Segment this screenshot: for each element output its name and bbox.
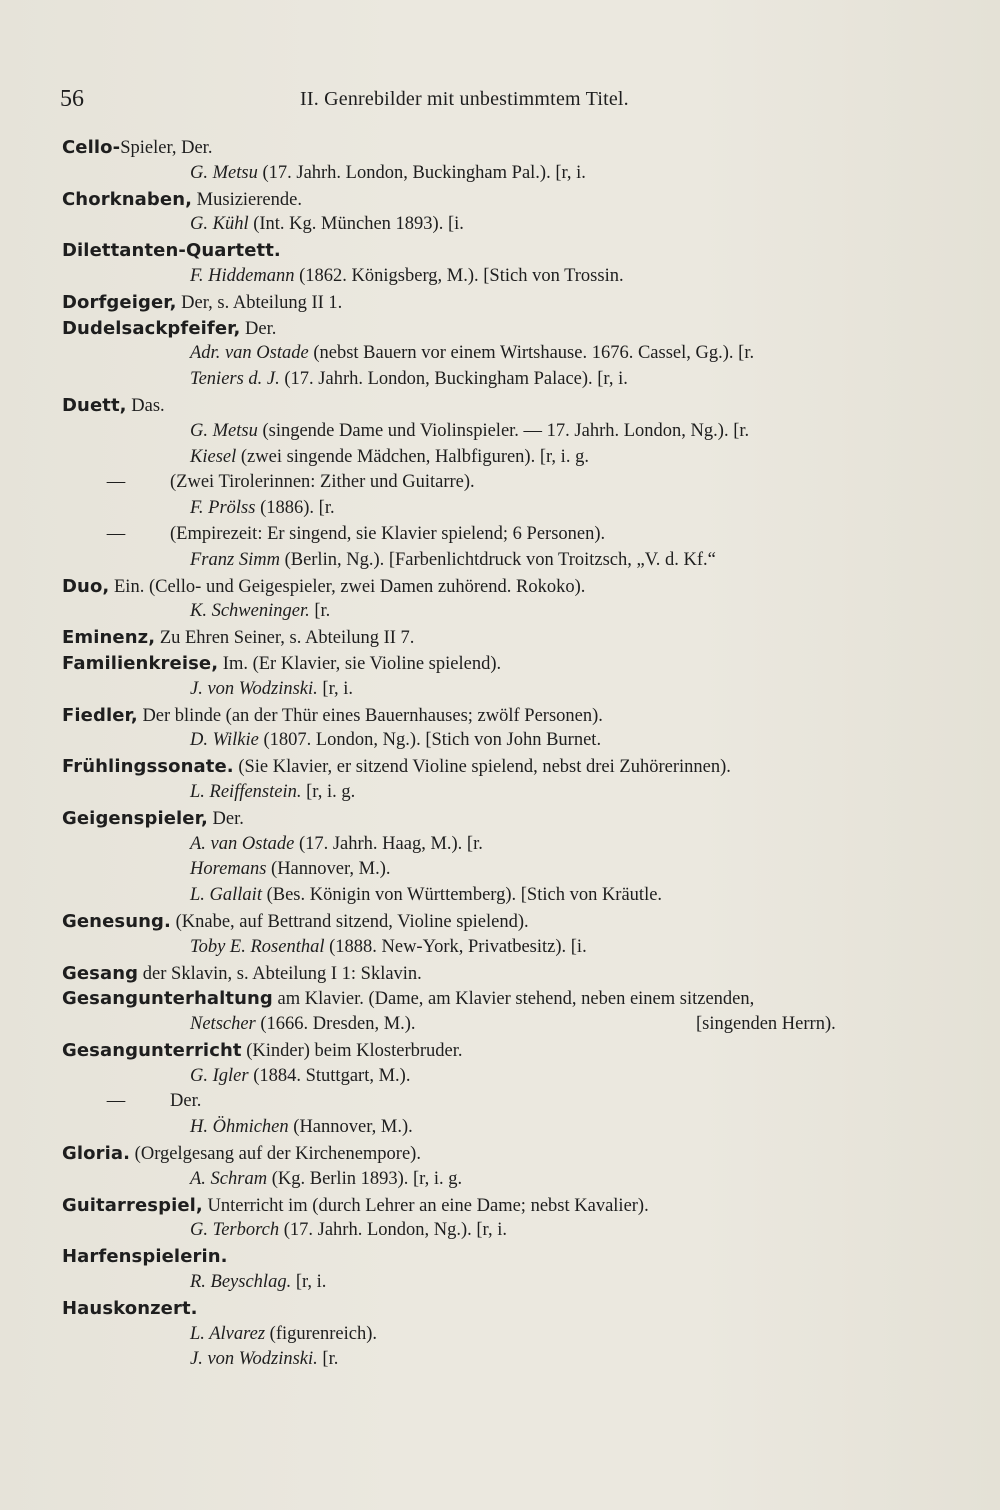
entry-keyword: Familienkreise, [62,652,219,674]
artwork-details: [r. [309,601,331,622]
entry-keyword: Gesangunterricht [62,1039,242,1061]
entry-text: Spieler, Der. [120,138,213,158]
entry-keyword: Duett, [62,394,127,416]
entry-heading [62,703,962,729]
entry-text: (Knabe, auf Bettrand sitzend, Violine spielend). [170,911,529,932]
entry-keyword: Gesang [62,962,139,984]
entry-text: (Zwei Tirolerinnen: Zither und Guitarre). [170,472,475,493]
ditto-dash: — [106,472,126,493]
entry-heading [62,393,962,419]
entry-heading [62,290,962,316]
artist-name: G. Metsu [190,162,258,183]
artist-name: Horemans [190,859,267,880]
entry-heading [62,1244,962,1270]
artist-name: Franz Simm [190,549,280,570]
artwork-details: [r, i. g. [301,781,356,802]
entry-text: Der. [170,1091,202,1112]
entry-heading [62,187,962,213]
entry-heading [62,961,962,987]
artwork-details: (1884. Stuttgart, M.). [248,1065,411,1086]
artist-name: Netscher [190,1014,256,1035]
artwork-details: (figurenreich). [265,1323,377,1344]
artist-name: K. Schweninger. [190,601,310,622]
artist-name: Toby E. Rosenthal [190,936,325,957]
entry-keyword: Fiedler, [62,704,138,726]
entry-artwork [62,780,962,806]
artwork-details: (1862. Königsberg, M.). [Stich von Trossin. [294,265,624,286]
entry-text: am Klavier. (Dame, am Klavier stehend, neben einem sitzenden, [272,989,755,1010]
entry-text: (Sie Klavier, er sitzend Violine spielend, nebst drei Zuhörerinnen). [233,757,731,778]
entry-text: (Orgelgesang auf der Kirchenempore). [130,1144,421,1165]
entry-keyword: Dudelsackpfeifer, [62,317,241,339]
artwork-details: (1888. New-York, Privatbesitz). [i. [324,936,587,957]
continuation-note: [singenden Herrn). [696,1014,836,1035]
entry-artwork [62,1270,962,1296]
entry-heading [62,1296,962,1322]
artist-name: A. Schram [190,1168,268,1189]
artwork-details: (singende Dame und Violinspieler. — 17. Jahrh. London, Ng.). [r. [257,420,750,441]
entry-artwork [62,419,962,445]
entry-artwork [62,367,962,393]
artist-name: L. Alvarez [190,1323,266,1344]
entry-heading [62,986,962,1012]
artist-name: F. Hiddemann [190,265,295,286]
artwork-details: (17. Jahrh. London, Ng.). [r, i. [279,1220,507,1241]
entry-artwork [62,857,962,883]
entry-keyword: Hauskonzert. [62,1297,198,1319]
artist-name: Adr. van Ostade [190,343,309,364]
artwork-details: (1886). [r. [255,498,335,519]
artist-name: J. von Wodzinski. [190,678,318,699]
artist-name: A. van Ostade [190,833,295,854]
page-number: 56 [60,86,84,112]
entry-keyword: Gesangunterhaltung [62,988,273,1010]
entry-keyword: Guitarrespiel, [62,1194,203,1216]
entry-text: (Empirezeit: Er singend, sie Klavier spielend; 6 Personen). [170,523,606,544]
entry-artwork [62,1115,962,1141]
entry-text: Unterricht im (durch Lehrer an eine Dame; nebst Kavalier). [202,1195,649,1216]
entry-text: (Kinder) beim Klosterbruder. [241,1040,463,1061]
artist-name: H. Öhmichen [190,1117,289,1138]
artist-name: Teniers d. J. [190,369,280,390]
entry-artwork [62,1167,962,1193]
entry-heading [62,1193,962,1219]
artist-name: J. von Wodzinski. [190,1349,318,1370]
entry-text: Der, s. Abteilung II 1. [176,292,343,313]
artwork-details: (Kg. Berlin 1893). [r, i. g. [267,1168,463,1189]
entry-keyword: Geigenspieler, [62,807,208,829]
artwork-details: [r, i. [291,1272,327,1293]
entry-heading [62,909,962,935]
artist-name: Kiesel [190,446,237,467]
artist-name: G. Kühl [190,214,249,235]
entry-artwork [62,1322,962,1348]
entry-keyword: Duo, [62,575,110,597]
running-title: II. Genrebilder mit unbestimmtem Titel. [300,88,629,110]
entry-artwork [62,212,962,238]
entry-artwork [62,1012,962,1038]
entry-heading [62,1141,962,1167]
entry-artwork [62,599,962,625]
artwork-details: (17. Jahrh. London, Buckingham Pal.). [r, i. [257,162,586,183]
ditto-dash: — [106,523,126,544]
entry-heading [62,574,962,600]
entry-keyword: Gloria. [62,1143,131,1165]
artwork-details: (Int. Kg. München 1893). [i. [248,214,464,235]
entry-artwork [62,341,962,367]
entry-list [62,135,962,1373]
artwork-details: (Hannover, M.). [288,1117,413,1138]
artist-name: L. Gallait [190,885,262,906]
entry-text: Der. [207,808,244,829]
entry-artwork [62,445,962,471]
entry-artwork [62,496,962,522]
entry-variant [62,470,962,496]
entry-variant [62,522,962,548]
entry-keyword: Harfenspielerin. [62,1246,228,1268]
artwork-details: (17. Jahrh. London, Buckingham Palace). [r, i. [279,369,628,390]
entry-text: Zu Ehren Seiner, s. Abteilung II 7. [155,628,415,649]
artist-name: G. Terborch [190,1220,280,1241]
entry-text: Ein. (Cello- und Geigespieler, zwei Damen zuhörend. Rokoko). [109,576,586,597]
entry-keyword: Cello- [62,137,121,158]
entry-keyword: Chorknaben, [62,188,193,210]
ditto-dash: — [106,1091,126,1112]
artwork-details: [r, i. [317,678,354,699]
page-header [60,86,940,120]
entry-artwork [62,883,962,909]
entry-artwork [62,161,962,187]
artwork-details: [r. [317,1349,339,1370]
entry-heading [62,806,962,832]
artist-name: D. Wilkie [190,730,259,751]
artist-name: G. Metsu [190,420,258,441]
entry-text: Musizierende. [192,189,302,210]
entry-text: Der. [240,318,277,339]
entry-artwork [62,1218,962,1244]
entry-artwork [62,1064,962,1090]
artist-name: F. Prölss [190,498,256,519]
entry-artwork [62,1347,962,1373]
entry-artwork [62,728,962,754]
artwork-details: (zwei singende Mädchen, Halbfiguren). [r, i. g. [236,446,589,467]
entry-text: Der blinde (an der Thür eines Bauernhauses; zwölf Personen). [137,705,603,726]
entry-artwork [62,677,962,703]
artwork-details: (17. Jahrh. Haag, M.). [r. [294,833,483,854]
entry-keyword: Dilettanten-Quartett. [62,240,281,262]
entry-text: der Sklavin, s. Abteilung I 1: Sklavin. [138,963,422,984]
artwork-details: (1807. London, Ng.). [Stich von John Burnet. [258,730,602,751]
entry-keyword: Frühlingssonate. [62,756,234,778]
artwork-details: (nebst Bauern vor einem Wirtshause. 1676. Cassel, Gg.). [r. [308,343,755,364]
artwork-details: (Hannover, M.). [266,859,391,880]
entry-artwork [62,548,962,574]
artist-name: R. Beyschlag. [190,1272,292,1293]
artist-name: L. Reiffenstein. [190,781,302,802]
entry-heading [62,316,962,342]
entry-heading [62,625,962,651]
artwork-details: (1666. Dresden, M.). [255,1014,416,1035]
artist-name: G. Igler [190,1065,249,1086]
entry-heading [62,135,962,161]
entry-variant [62,1089,962,1115]
entry-heading [62,754,962,780]
artwork-details: (Berlin, Ng.). [Farbenlichtdruck von Troitzsch, „V. d. Kf.“ [279,549,716,570]
entry-heading [62,1038,962,1064]
entry-artwork [62,264,962,290]
entry-artwork [62,832,962,858]
entry-keyword: Eminenz, [62,627,156,649]
entry-heading [62,651,962,677]
entry-keyword: Genesung. [62,910,171,932]
artwork-details: (Bes. Königin von Württemberg). [Stich von Kräutle. [261,885,663,906]
entry-artwork [62,935,962,961]
entry-text: Das. [126,395,165,416]
entry-keyword: Dorfgeiger, [62,291,177,313]
entry-heading [62,238,962,264]
entry-text: Im. (Er Klavier, sie Violine spielend). [218,653,502,674]
